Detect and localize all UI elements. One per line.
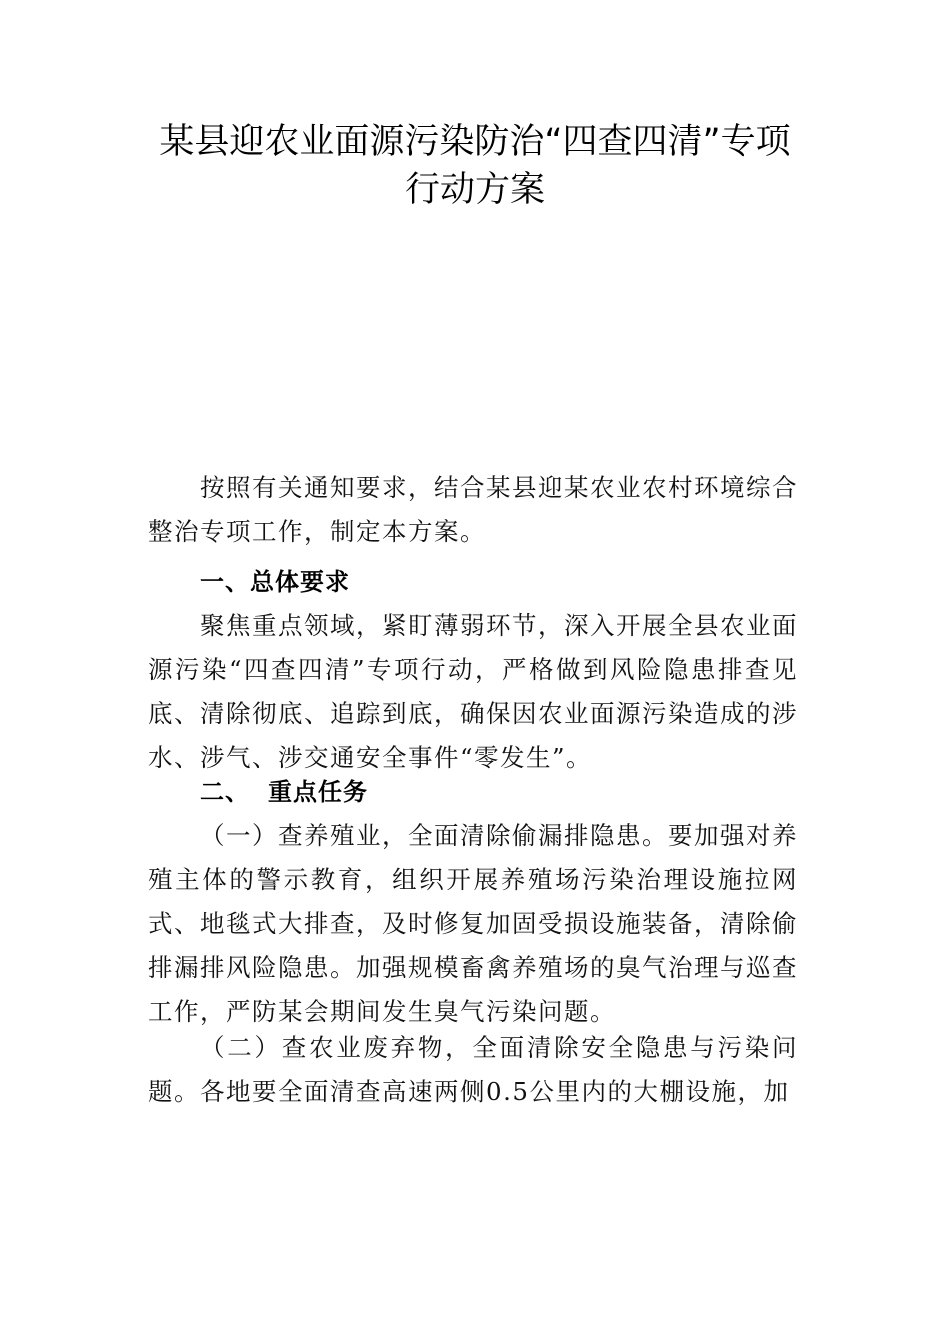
section-2-title: 重点任务 [268,778,368,806]
section-1-paragraph: 聚焦重点领域，紧盯薄弱环节，深入开展全县农业面源污染“四查四清”专项行动，严格做到风险隐患排查见底、清除彻底、追踪到底，确保因农业面源污染造成的涉水、涉气、涉交通安全事件“零发生”。 [148,611,798,772]
task-item-2: （二）查农业废弃物，全面清除安全隐患与污染问题。各地要全面清查高速两侧0.5公里内的大棚设施，加 [148,1033,798,1106]
section-2-heading [200,772,368,812]
section-1-heading: 一、总体要求 [200,568,350,596]
section-2-number: 二、 [200,778,250,806]
document-title [120,118,830,214]
title-line-1: 某县迎农业面源污染防治“四查四清”专项 [159,122,791,162]
task-item-1: （一）查养殖业，全面清除偷漏排隐患。要加强对养殖主体的警示教育，组织开展养殖场污染治理设施拉网式、地毯式大排查，及时修复加固受损设施装备，清除偷排漏排风险隐患。加强规模畜禽养殖场的臭气治理与巡查工作，严防某会期间发生臭气污染问题。 [148,821,798,1026]
title-line-2: 行动方案 [404,170,545,210]
intro-paragraph: 按照有关通知要求，结合某县迎某农业农村环境综合整治专项工作，制定本方案。 [148,473,798,546]
